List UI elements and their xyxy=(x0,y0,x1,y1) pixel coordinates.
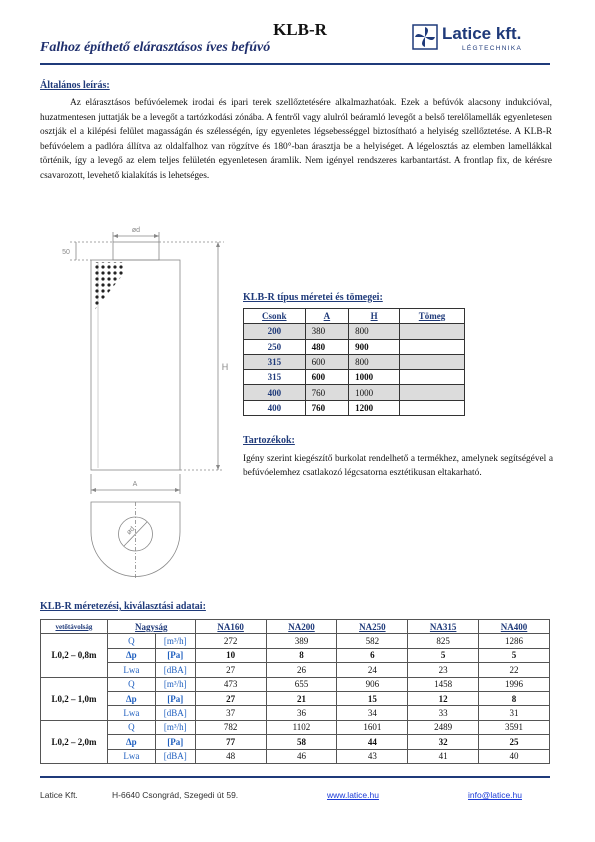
col-header: NA160 xyxy=(195,620,266,634)
table-cell: 400 xyxy=(244,400,306,415)
website-link[interactable]: www.latice.hu xyxy=(327,790,379,800)
table-cell: 44 xyxy=(337,735,408,749)
table-row xyxy=(244,370,465,385)
table-cell: 25 xyxy=(479,735,550,749)
table-row xyxy=(244,354,465,369)
table-cell: 400 xyxy=(244,385,306,400)
product-drawing xyxy=(40,222,240,594)
col-header: Nagyság xyxy=(107,620,195,634)
quantity-symbol: Δp xyxy=(107,735,155,749)
table-cell xyxy=(400,385,465,400)
height-label: H xyxy=(221,362,229,372)
table-cell xyxy=(400,370,465,385)
table-cell: 77 xyxy=(195,735,266,749)
table-cell: 600 xyxy=(305,370,349,385)
table-row xyxy=(41,663,550,677)
quantity-symbol: Δp xyxy=(107,648,155,662)
col-header: NA200 xyxy=(266,620,337,634)
unit-label: [m³/h] xyxy=(155,720,195,734)
table-cell: 600 xyxy=(305,354,349,369)
diameter-label: ød xyxy=(131,227,141,234)
unit-label: [m³/h] xyxy=(155,634,195,648)
table-cell: 906 xyxy=(337,677,408,691)
table-cell: 26 xyxy=(266,663,337,677)
table-cell: 315 xyxy=(244,370,306,385)
col-header: Csonk xyxy=(244,309,306,324)
quantity-symbol: Q xyxy=(107,634,155,648)
table-cell: 760 xyxy=(305,400,349,415)
table-cell: 8 xyxy=(479,691,550,705)
page-title: KLB-R xyxy=(273,20,327,39)
table-cell: 43 xyxy=(337,749,408,763)
table-cell: 315 xyxy=(244,354,306,369)
table-cell: 15 xyxy=(337,691,408,705)
table-cell: 40 xyxy=(479,749,550,763)
table-cell: 10 xyxy=(195,648,266,662)
col-header: A xyxy=(305,309,349,324)
selection-heading: KLB-R méretezési, kiválasztási adatai: xyxy=(40,601,206,612)
quantity-symbol: Q xyxy=(107,677,155,691)
table-cell: 655 xyxy=(266,677,337,691)
unit-label: [Pa] xyxy=(155,648,195,662)
unit-label: [dBA] xyxy=(155,663,195,677)
header-divider xyxy=(40,63,550,65)
general-text: Az elárasztásos befúvóelemek irodai és ipari terek szellőztetésére alkalmazhatóak. Ezek a befúvók alacsony indukcióval, huzatmentesen juttatják be a levegőt a tartózkodási zónába. A fentről vagy alulról beáramló levegőt a belső terelőlamellák egyenletesen osztják el a kilépési felület magasságán és szélességén, így egyenletes légsebességgel biztosítható a helyiség szellőztetése. A KLB-R befúvóelem a padlóra állítva az oldalfalhoz van rögzítve és 180°-ban árasztja be a helyiséget. A légelosztás az elemben lamellákkal történik, így a levegő az elem teljes felületén egyenletesen áramlik. Nem igényel rendszeres karbantartást. A frontlap fix, de kérésre csavarozott, levehető kialakítás is lehetséges. xyxy=(40,98,552,181)
table-row xyxy=(41,735,550,749)
table-cell: 473 xyxy=(195,677,266,691)
types-heading: KLB-R típus méretei és tömegei: xyxy=(243,292,383,303)
table-cell: 2489 xyxy=(408,720,479,734)
table-cell: 900 xyxy=(349,339,400,354)
table-cell xyxy=(400,400,465,415)
quantity-symbol: Δp xyxy=(107,691,155,705)
table-cell: 21 xyxy=(266,691,337,705)
table-cell: 46 xyxy=(266,749,337,763)
table-cell: 272 xyxy=(195,634,266,648)
table-row xyxy=(41,720,550,734)
col-header: vetőtávolság xyxy=(41,620,108,634)
table-cell: 5 xyxy=(479,648,550,662)
fan-logo-icon xyxy=(412,24,438,50)
table-row xyxy=(244,400,465,415)
table-cell: 1996 xyxy=(479,677,550,691)
width-label: A xyxy=(132,481,138,488)
table-cell: 782 xyxy=(195,720,266,734)
table-cell: 1601 xyxy=(337,720,408,734)
table-cell: 27 xyxy=(195,691,266,705)
unit-label: [m³/h] xyxy=(155,677,195,691)
unit-label: [dBA] xyxy=(155,749,195,763)
col-header: Tömeg xyxy=(400,309,465,324)
table-cell: 389 xyxy=(266,634,337,648)
table-cell: 1458 xyxy=(408,677,479,691)
table-cell: 5 xyxy=(408,648,479,662)
quantity-symbol: Lwa xyxy=(107,706,155,720)
table-cell: 12 xyxy=(408,691,479,705)
table-cell: 33 xyxy=(408,706,479,720)
table-cell: 58 xyxy=(266,735,337,749)
table-row xyxy=(41,677,550,691)
dimension-50-label: 50 xyxy=(62,249,70,256)
quantity-symbol: Q xyxy=(107,720,155,734)
table-cell: 32 xyxy=(408,735,479,749)
table-cell: 34 xyxy=(337,706,408,720)
quantity-symbol: Lwa xyxy=(107,663,155,677)
accessories-text: Igény szerint kiegészítő burkolat rendelhető a termékhez, amelynek segítségével a befúvóelemhez csatlakozó légcsatorna esztétikusan eltakarható. xyxy=(243,454,553,478)
table-cell xyxy=(400,324,465,339)
table-cell: 36 xyxy=(266,706,337,720)
table-cell: 31 xyxy=(479,706,550,720)
col-header: NA400 xyxy=(479,620,550,634)
throw-distance-label: L0,2 – 0,8m xyxy=(41,634,108,677)
table-cell: 22 xyxy=(479,663,550,677)
footer-divider xyxy=(40,776,550,778)
table-cell: 48 xyxy=(195,749,266,763)
table-cell xyxy=(400,339,465,354)
table-cell: 27 xyxy=(195,663,266,677)
selection-table xyxy=(40,619,550,764)
table-row xyxy=(41,648,550,662)
table-row xyxy=(244,339,465,354)
table-cell: 3591 xyxy=(479,720,550,734)
types-table xyxy=(243,308,465,416)
general-heading: Általános leírás: xyxy=(40,80,110,91)
table-row xyxy=(41,691,550,705)
table-cell: 1000 xyxy=(349,370,400,385)
company-logo xyxy=(412,22,572,62)
table-cell: 8 xyxy=(266,648,337,662)
bottom-diameter-label: ød xyxy=(125,525,137,537)
table-cell: 1286 xyxy=(479,634,550,648)
table-row xyxy=(41,749,550,763)
footer-company: Latice Kft. xyxy=(40,790,78,800)
accessories-heading: Tartozékok: xyxy=(243,435,295,446)
perforated-panel xyxy=(93,262,125,312)
table-cell: 6 xyxy=(337,648,408,662)
table-cell: 380 xyxy=(305,324,349,339)
email-link[interactable]: info@latice.hu xyxy=(468,790,522,800)
logo-subtitle: LÉGTECHNIKA xyxy=(462,45,523,52)
table-cell: 23 xyxy=(408,663,479,677)
table-cell: 250 xyxy=(244,339,306,354)
table-cell: 800 xyxy=(349,324,400,339)
table-cell: 200 xyxy=(244,324,306,339)
table-cell: 825 xyxy=(408,634,479,648)
table-cell: 480 xyxy=(305,339,349,354)
unit-label: [Pa] xyxy=(155,735,195,749)
unit-label: [Pa] xyxy=(155,691,195,705)
logo-name: Latice kft. xyxy=(442,24,522,43)
types-header-row xyxy=(244,309,465,324)
table-cell: 1000 xyxy=(349,385,400,400)
table-cell: 800 xyxy=(349,354,400,369)
throw-distance-label: L0,2 – 1,0m xyxy=(41,677,108,720)
table-cell: 1200 xyxy=(349,400,400,415)
col-header: NA315 xyxy=(408,620,479,634)
table-cell xyxy=(400,354,465,369)
table-row xyxy=(244,324,465,339)
selection-header-row xyxy=(41,620,550,634)
table-row xyxy=(244,385,465,400)
col-header: H xyxy=(349,309,400,324)
table-cell: 760 xyxy=(305,385,349,400)
col-header: NA250 xyxy=(337,620,408,634)
table-cell: 582 xyxy=(337,634,408,648)
page-subtitle: Falhoz építhető elárasztásos íves befúvó xyxy=(40,40,271,55)
throw-distance-label: L0,2 – 2,0m xyxy=(41,720,108,763)
table-cell: 24 xyxy=(337,663,408,677)
table-cell: 1102 xyxy=(266,720,337,734)
table-cell: 41 xyxy=(408,749,479,763)
table-row xyxy=(41,634,550,648)
unit-label: [dBA] xyxy=(155,706,195,720)
table-cell: 37 xyxy=(195,706,266,720)
quantity-symbol: Lwa xyxy=(107,749,155,763)
table-row xyxy=(41,706,550,720)
footer-address: H-6640 Csongrád, Szegedi út 59. xyxy=(112,790,239,800)
